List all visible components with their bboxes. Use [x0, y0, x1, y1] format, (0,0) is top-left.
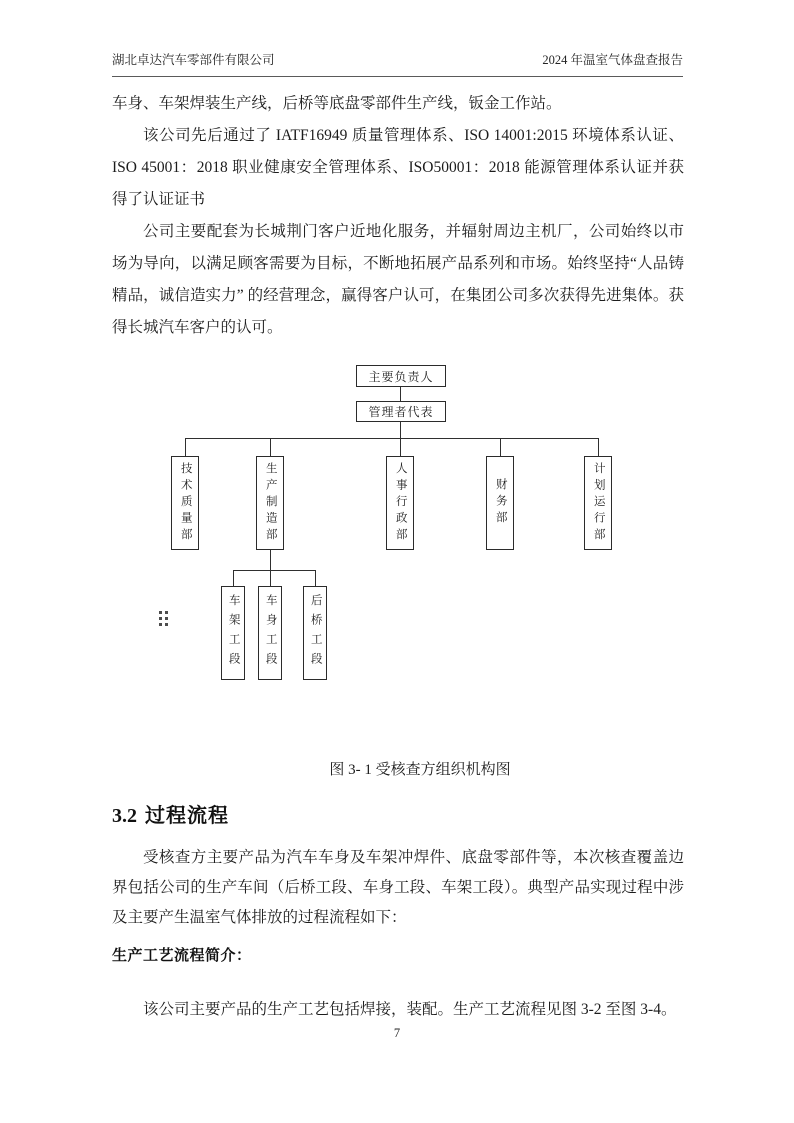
section-heading-number: 3.2 [112, 805, 137, 827]
dept-box-hr-admin [386, 456, 414, 550]
section-heading-title: 过程流程 [145, 805, 229, 827]
section-heading [112, 799, 229, 828]
process-text-block [112, 994, 684, 1026]
paragraph-company-market: 公司主要配套为长城荆门客户近地化服务，并辐射周边主机厂，公司始终以市场为导向，以满足顾客需要为目标，不断地拓展产品系列和市场。始终坚持“人品铸精品，诚信造实力” 的经营理念，赢得客户认可，在集团公司多次获得先进集体。获得长城汽车客户的认可。 [112, 223, 684, 336]
connector-line [500, 438, 501, 456]
org-box-principal-label: 主要负责人 [368, 369, 434, 384]
dept-box-planning-ops-label: 计划运行部 [592, 461, 605, 545]
dept-box-planning-ops [584, 456, 612, 550]
org-box-management-rep [356, 401, 446, 422]
section-box-frame [221, 586, 245, 680]
connector-line [598, 438, 599, 456]
page-number: 7 [393, 1026, 401, 1040]
dept-box-tech-quality-label: 技术质量部 [179, 461, 192, 545]
header-company-name: 湖北卓达汽车零部件有限公司 [112, 53, 275, 67]
connector-rail [185, 438, 599, 439]
paragraph-production-lines: 车身、车架焊装生产线，后桥等底盘零部件生产线，钣金工作站。 [112, 95, 562, 112]
connector-line [315, 570, 316, 586]
connector-line [185, 438, 186, 456]
paragraph-verification-scope: 受核查方主要产品为汽车车身及车架冲焊件、底盘零部件等，本次核查覆盖边界包括公司的生产车间（后桥工段、车身工段、车架工段）。典型产品实现过程中涉及主要产生温室气体排放的过程流程如下： [112, 849, 684, 926]
connector-line [400, 387, 401, 401]
header-report-title: 2024 年温室气体盘查报告 [542, 53, 683, 67]
figure-caption: 图 3- 1 受核查方组织机构图 [329, 762, 511, 778]
dept-box-tech-quality [171, 456, 199, 550]
section-box-frame-label: 车架工段 [227, 594, 240, 672]
section-box-body-label: 车身工段 [264, 594, 277, 672]
section-box-body [258, 586, 282, 680]
dept-box-production-label: 生产制造部 [264, 461, 277, 545]
dept-box-finance [486, 456, 514, 550]
org-box-principal [356, 365, 446, 387]
connector-line [400, 422, 401, 438]
dept-box-finance-label: 财务部 [494, 478, 507, 528]
section-box-rear-axle-label: 后桥工段 [309, 594, 322, 672]
org-box-management-rep-label: 管理者代表 [368, 405, 434, 419]
anchor-dots-icon [159, 611, 168, 626]
connector-rail [233, 570, 316, 571]
section-text-block [112, 843, 684, 933]
connector-line [400, 438, 401, 456]
paragraph-process-overview: 该公司主要产品的生产工艺包括焊接，装配。生产工艺流程见图 3-2 至图 3-4。 [143, 1001, 677, 1018]
process-intro-subheading: 生产工艺流程简介： [112, 947, 252, 964]
dept-box-hr-admin-label: 人事行政部 [394, 461, 407, 545]
connector-line [270, 550, 271, 570]
connector-line [233, 570, 234, 586]
connector-line [270, 438, 271, 456]
connector-line [270, 570, 271, 586]
paragraph-certifications: 该公司先后通过了 IATF16949 质量管理体系、ISO 14001:2015 环境体系认证、ISO 45001：2018 职业健康安全管理体系、ISO50001：2018 能源管理体系认证并获得了认证证书 [112, 127, 684, 208]
dept-box-production [256, 456, 284, 550]
section-box-rear-axle [303, 586, 327, 680]
